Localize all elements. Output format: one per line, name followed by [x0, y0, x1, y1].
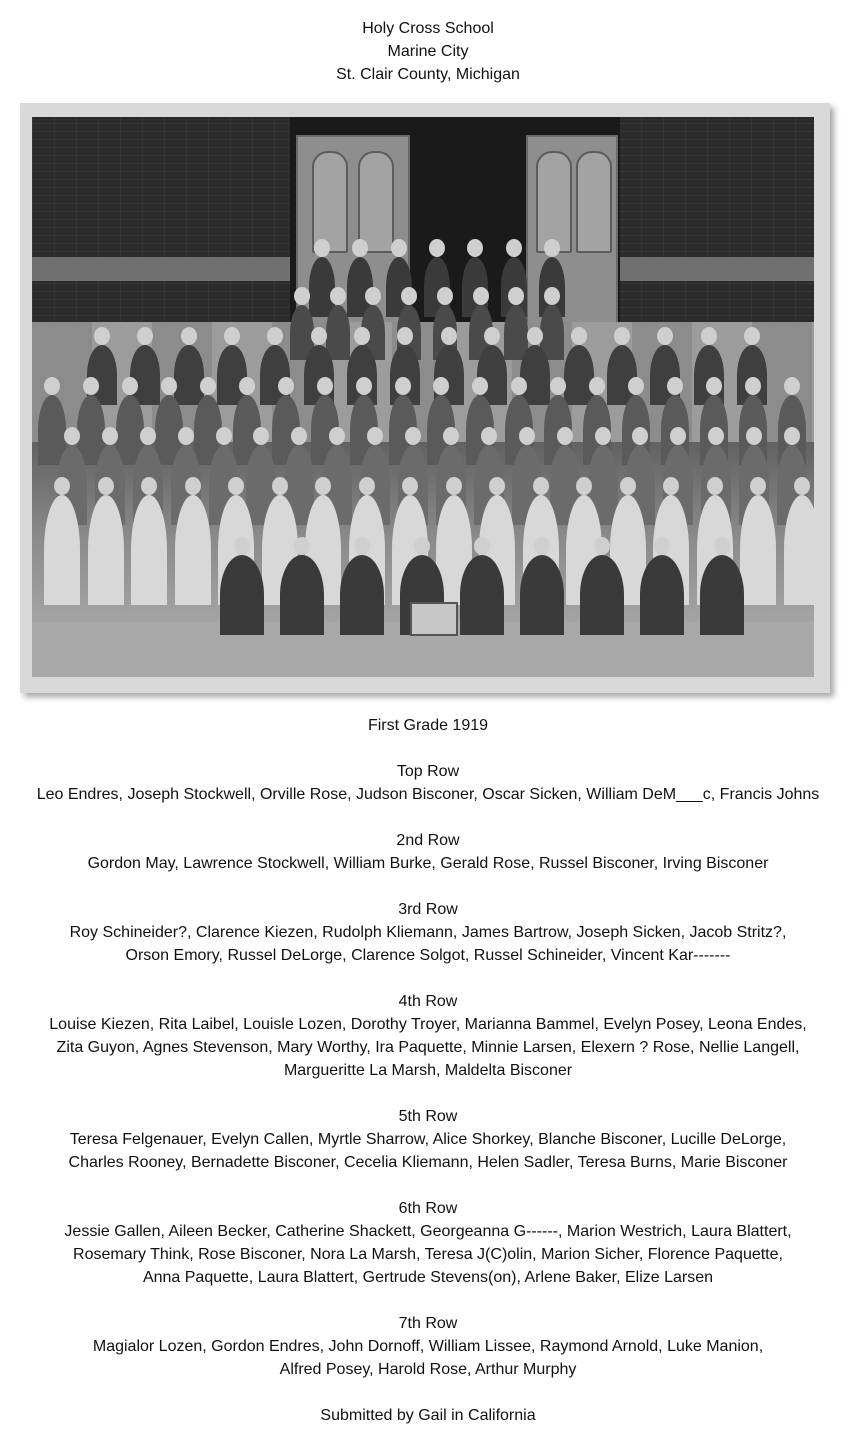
child-head [527, 327, 543, 345]
child-figure [640, 555, 684, 635]
row-section [0, 829, 856, 875]
child-head [291, 427, 307, 445]
child-head [441, 327, 457, 345]
child-head [185, 477, 201, 495]
row-names: Zita Guyon, Agnes Stevenson, Mary Worthy, Ira Paquette, Minnie Larsen, Elexern ? Rose, Nellie Langell, [56, 1039, 800, 1056]
row-names: Alfred Posey, Harold Rose, Arthur Murphy [279, 1361, 577, 1378]
child-head [317, 377, 333, 395]
child-head [200, 377, 216, 395]
child-head [481, 427, 497, 445]
row-section [0, 1105, 856, 1174]
child-head [294, 537, 310, 555]
row-names: Magialor Lozen, Gordon Endres, John Dornoff, William Lissee, Raymond Arnold, Luke Manion, [92, 1338, 764, 1355]
child-head [367, 427, 383, 445]
child-head [519, 427, 535, 445]
child-figure [175, 495, 211, 605]
child-head [267, 327, 283, 345]
child-head [311, 327, 327, 345]
child-head [359, 477, 375, 495]
child-head [181, 327, 197, 345]
child-head [443, 427, 459, 445]
child-head [533, 477, 549, 495]
row-names: Margueritte La Marsh, Maldelta Bisconer [283, 1062, 573, 1079]
child-figure [784, 495, 814, 605]
child-head [83, 377, 99, 395]
child-figure [174, 345, 204, 405]
child-head [571, 327, 587, 345]
child-head [161, 377, 177, 395]
child-head [405, 427, 421, 445]
child-figure [44, 495, 80, 605]
child-head [784, 427, 800, 445]
row-label: 5th Row [398, 1108, 458, 1125]
child-head [544, 287, 560, 305]
row-names: Orson Emory, Russel DeLorge, Clarence Solgot, Russel Schineider, Vincent Kar------- [125, 947, 731, 964]
child-head [489, 477, 505, 495]
child-head [745, 377, 761, 395]
child-head [663, 477, 679, 495]
footer-credit: Submitted by Gail in California [320, 1407, 536, 1424]
child-head [484, 327, 500, 345]
child-head [272, 477, 288, 495]
child-head [330, 287, 346, 305]
child-head [395, 377, 411, 395]
row-names: Anna Paquette, Laura Blattert, Gertrude Stevens(on), Arlene Baker, Elize Larsen [142, 1269, 714, 1286]
child-figure [340, 555, 384, 635]
child-head [414, 537, 430, 555]
child-head [239, 377, 255, 395]
child-head [670, 427, 686, 445]
child-head [64, 427, 80, 445]
city-name: Marine City [387, 43, 469, 60]
child-figure [520, 345, 550, 405]
child-head [595, 427, 611, 445]
row-names: Rosemary Think, Rose Bisconer, Nora La Marsh, Teresa J(C)olin, Marion Sicher, Florence Paquette, [73, 1246, 783, 1263]
photo-frame [20, 103, 830, 693]
child-head [557, 427, 573, 445]
child-head [472, 377, 488, 395]
child-head [314, 239, 330, 257]
child-head [467, 239, 483, 257]
child-head [234, 537, 250, 555]
page-header [0, 17, 856, 86]
child-head [137, 327, 153, 345]
child-head [329, 427, 345, 445]
child-head [429, 239, 445, 257]
child-head [122, 377, 138, 395]
child-head [224, 327, 240, 345]
child-head [708, 427, 724, 445]
child-head [706, 377, 722, 395]
child-head [402, 477, 418, 495]
child-head [54, 477, 70, 495]
child-head [391, 239, 407, 257]
row-names: Louise Kiezen, Rita Laibel, Louisle Lozen, Dorothy Troyer, Marianna Bammel, Evelyn Posey, Leona Endes, [49, 1016, 807, 1033]
class-slate-icon [410, 602, 458, 636]
child-head [228, 477, 244, 495]
grade-title: First Grade 1919 [367, 717, 489, 734]
child-head [278, 377, 294, 395]
child-head [506, 239, 522, 257]
child-figure [326, 305, 350, 360]
child-head [446, 477, 462, 495]
child-head [544, 239, 560, 257]
child-head [744, 327, 760, 345]
child-head [550, 377, 566, 395]
child-head [632, 427, 648, 445]
child-head [508, 287, 524, 305]
child-head [576, 477, 592, 495]
child-head [437, 287, 453, 305]
row-names: Gordon May, Lawrence Stockwell, William Burke, Gerald Rose, Russel Bisconer, Irving Bisconer [87, 855, 769, 872]
child-head [707, 477, 723, 495]
child-head [98, 477, 114, 495]
child-head [620, 477, 636, 495]
child-head [534, 537, 550, 555]
row-section [0, 898, 856, 967]
child-figure [88, 495, 124, 605]
child-head [141, 477, 157, 495]
row-names: Jessie Gallen, Aileen Becker, Catherine Shackett, Georgeanna G------, Marion Westrich, Laura Blattert, [64, 1223, 792, 1240]
row-section [0, 990, 856, 1082]
child-head [750, 477, 766, 495]
child-head [746, 427, 762, 445]
child-head [784, 377, 800, 395]
child-head [102, 427, 118, 445]
school-name: Holy Cross School [362, 20, 494, 37]
row-label: 2nd Row [396, 832, 460, 849]
row-names: Teresa Felgenauer, Evelyn Callen, Myrtle Sharrow, Alice Shorkey, Blanche Bisconer, Lucille DeLorge, [69, 1131, 787, 1148]
child-figure [580, 555, 624, 635]
child-head [94, 327, 110, 345]
child-head [354, 537, 370, 555]
row-names: Leo Endres, Joseph Stockwell, Orville Rose, Judson Bisconer, Oscar Sicken, William DeM___c, Francis Johns [36, 786, 820, 803]
child-head [433, 377, 449, 395]
child-head [657, 327, 673, 345]
row-label: 4th Row [398, 993, 458, 1010]
child-head [401, 287, 417, 305]
row-label: 3rd Row [398, 901, 458, 918]
child-head [140, 427, 156, 445]
children-group [32, 227, 814, 647]
row-section [0, 1312, 856, 1381]
child-figure [520, 555, 564, 635]
child-head [628, 377, 644, 395]
child-head [352, 239, 368, 257]
child-figure [131, 495, 167, 605]
child-figure [460, 555, 504, 635]
child-head [474, 537, 490, 555]
child-head [511, 377, 527, 395]
child-head [614, 327, 630, 345]
child-head [701, 327, 717, 345]
child-head [315, 477, 331, 495]
child-head [294, 287, 310, 305]
child-figure [280, 555, 324, 635]
child-head [714, 537, 730, 555]
child-head [589, 377, 605, 395]
child-head [253, 427, 269, 445]
row-label: 7th Row [398, 1315, 458, 1332]
child-head [365, 287, 381, 305]
row-label: 6th Row [398, 1200, 458, 1217]
child-figure [220, 555, 264, 635]
child-head [216, 427, 232, 445]
child-head [356, 377, 372, 395]
child-head [594, 537, 610, 555]
class-photo [32, 117, 814, 677]
child-figure [564, 345, 594, 405]
child-figure [740, 495, 776, 605]
child-head [44, 377, 60, 395]
child-head [794, 477, 810, 495]
row-section [0, 760, 856, 806]
child-head [178, 427, 194, 445]
row-label: Top Row [396, 763, 460, 780]
child-head [654, 537, 670, 555]
names-list [0, 760, 856, 1427]
child-figure [700, 555, 744, 635]
row-names: Roy Schineider?, Clarence Kiezen, Rudolph Kliemann, James Bartrow, Joseph Sicken, Jacob Stritz?, [69, 924, 787, 941]
child-head [397, 327, 413, 345]
row-names: Charles Rooney, Bernadette Bisconer, Cecelia Kliemann, Helen Sadler, Teresa Burns, Marie Bisconer [68, 1154, 788, 1171]
child-head [667, 377, 683, 395]
child-head [354, 327, 370, 345]
county-name: St. Clair County, Michigan [336, 66, 520, 83]
child-head [473, 287, 489, 305]
row-section [0, 1197, 856, 1289]
